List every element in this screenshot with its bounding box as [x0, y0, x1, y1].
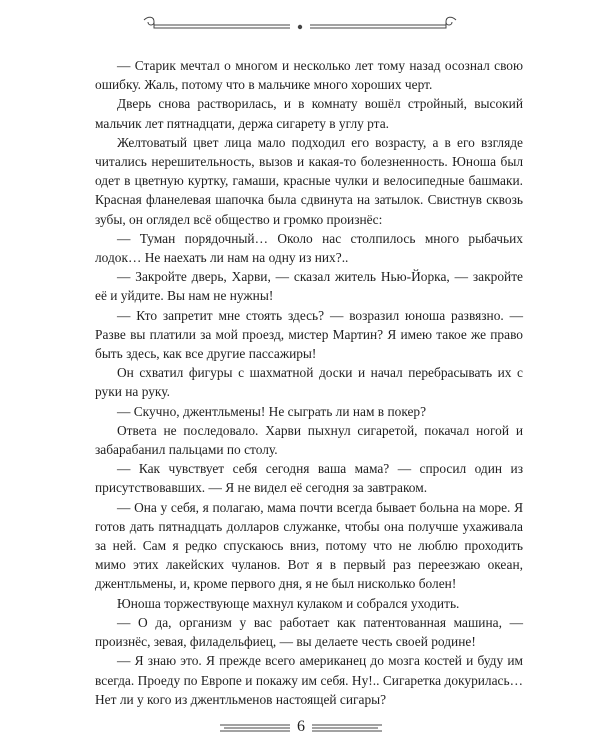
paragraph: Он схватил фигуры с шахматной доски и начал перебрасывать их с руки на руку. [95, 365, 523, 400]
left-double-rule-icon [220, 721, 290, 735]
paragraph: Дверь снова растворилась, и в комнату вошёл стройный, высокий мальчик лет пятнадцати, держа сигарету в углу рта. [95, 96, 523, 131]
paragraph: — Старик мечтал о многом и несколько лет тому назад осознал свою ошибку. Жаль, потому что в мальчике много хороших черт. [95, 58, 523, 93]
page-number: 6 [297, 718, 305, 735]
paragraph: — Она у себя, я полагаю, мама почти всегда бывает больна на море. Я готов дать пятнадцать долларов служанке, чтобы она получше ухаживала за ней. Сам я редко спускаюсь вниз, потому что не люблю проходить мимо этих лакейских чуланов. Вот я в первый раз переезжаю океан, джентльмены, и, кроме первого дня, я не был нисколько болен! [95, 499, 523, 592]
page-footer [0, 716, 600, 740]
paragraph: — Скучно, джентльмены! Не сыграть ли нам в покер? [117, 403, 427, 419]
paragraph: Юноша торжествующе махнул кулаком и собрался уходить. [117, 595, 460, 611]
paragraph: — Кто запретит мне стоять здесь? — возразил юноша развязно. — Разве вы платили за мой проезд, мистер Мартин? Я имею такое же право быть здесь, как все другие пассажиры! [95, 307, 523, 362]
paragraph: — Как чувствует себя сегодня ваша мама? — спросил один из присутствовавших. — Я не видел её сегодня за завтраком. [95, 461, 523, 496]
right-double-rule-icon [312, 721, 382, 735]
text-block [95, 56, 523, 709]
top-scroll-ornament-icon [140, 14, 460, 36]
paragraph: — Туман порядочный… Около нас столпилось много рыбачьих лодок… Не наехать ли нам на одну из них?.. [95, 230, 523, 266]
paragraph: — Закройте дверь, Харви, — сказал житель Нью-Йорка, — закройте её и уйдите. Вы нам не нужны! [95, 269, 523, 304]
paragraph: — Я знаю это. Я прежде всего американец до мозга костей и буду им всегда. Проеду по Европе и покажу им себя. Ну!.. Сигаретка докурилась… Нет ли у кого из джентльменов настоящей сигары? [95, 653, 523, 707]
paragraph: Желтоватый цвет лица мало подходил его возрасту, а в его взгляде читались нерешительность, вызов и какая-то болезненность. Юноша был одет в цветную куртку, гамаши, красные чулки и велосипедные башмаки. Красная фланелевая шапочка была сдвинута на затылок. Свистнув сквозь зубы, он оглядел всё общество и громко произнёс: [95, 134, 523, 227]
paragraph: Ответа не последовало. Харви пыхнул сигаретой, покачал ногой и забарабанил пальцами по столу. [95, 422, 523, 458]
paragraph: — О да, организм у вас работает как патентованная машина, — произнёс, зевая, филадельфиец, — вы делаете честь своей родине! [95, 614, 523, 650]
